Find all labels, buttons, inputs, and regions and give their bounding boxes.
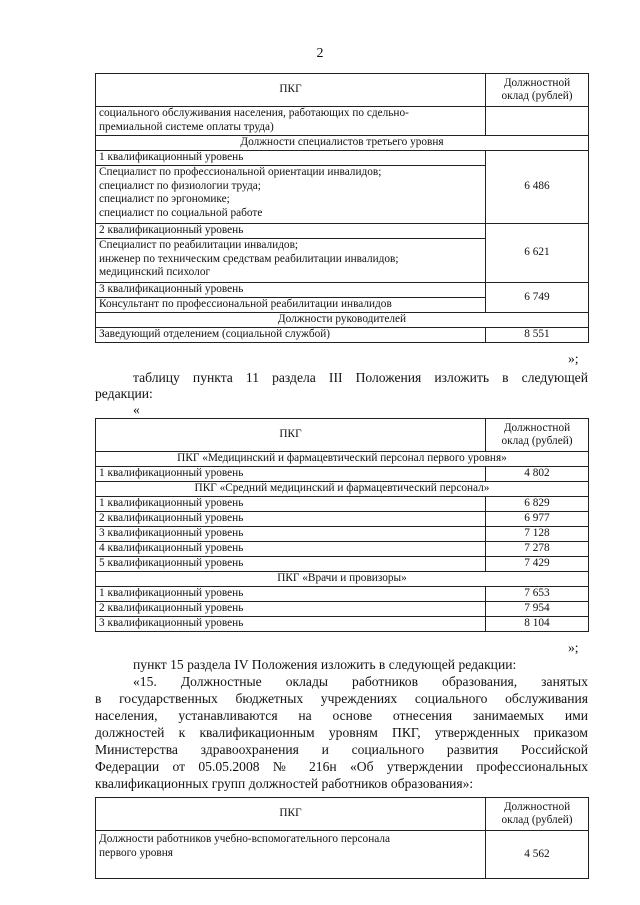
manager-label: Заведующий отделением (социальной службой) <box>96 328 486 343</box>
group1-title: ПКГ «Медицинский и фармацевтический персонал первого уровня» <box>96 452 589 467</box>
group3-row-salary: 7 653 <box>486 587 589 602</box>
level3-label: 3 квалификационный уровень <box>96 283 486 298</box>
header-pkg: ПКГ <box>96 74 486 107</box>
group3-row-salary: 8 104 <box>486 617 589 632</box>
group3-row-label: 1 квалификационный уровень <box>96 587 486 602</box>
group3-row-label: 2 квалификационный уровень <box>96 602 486 617</box>
level2-salary: 6 621 <box>486 224 589 283</box>
header-salary: Должностной оклад (рублей) <box>486 74 589 107</box>
page-number: 2 <box>316 46 324 61</box>
group2-row-salary: 7 429 <box>486 557 589 572</box>
group2-row-salary: 7 128 <box>486 527 589 542</box>
salary-table-social-service <box>95 73 589 343</box>
level1-label: 1 квалификационный уровень <box>96 151 486 166</box>
header-pkg: ПКГ <box>96 419 486 452</box>
header-salary: Должностной оклад (рублей) <box>486 419 589 452</box>
level3-salary: 6 749 <box>486 283 589 313</box>
para2-line1: пункт 15 раздела IV Положения изложить в следующей редакции: <box>133 657 517 672</box>
para1-line1: таблицу пункта 11 раздела III Положения изложить в следующей <box>133 370 588 385</box>
salary-table-medical <box>95 418 589 632</box>
group2-row-label: 5 квалификационный уровень <box>96 557 486 572</box>
open-quote: « <box>133 402 140 417</box>
group1-row-label: 1 квалификационный уровень <box>96 467 486 482</box>
table2-close-mark: »; <box>568 640 579 655</box>
continued-row-salary <box>486 107 589 136</box>
para2-line4: населения, устанавливаются на основе отнесения занимаемых ими <box>95 708 588 723</box>
section-specialists: Должности специалистов третьего уровня <box>96 136 589 151</box>
continued-row-text: социального обслуживания населения, работающих по сдельно- премиальной системе оплаты труда) <box>96 107 486 136</box>
group2-row-salary: 7 278 <box>486 542 589 557</box>
para2-line7: Федерации от 05.05.2008 № 216н «Об утверждении профессиональных <box>95 759 588 774</box>
level1-salary: 6 486 <box>486 151 589 224</box>
header-salary: Должностной оклад (рублей) <box>486 798 589 831</box>
header-pkg: ПКГ <box>96 798 486 831</box>
group2-row-label: 3 квалификационный уровень <box>96 527 486 542</box>
group2-row-salary: 6 977 <box>486 512 589 527</box>
group3-row-label: 3 квалификационный уровень <box>96 617 486 632</box>
group2-title: ПКГ «Средний медицинский и фармацевтический персонал» <box>96 482 589 497</box>
para2-line5: должностей к квалификационным уровням ПКГ, утвержденных приказом <box>95 725 588 740</box>
group2-row-label: 1 квалификационный уровень <box>96 497 486 512</box>
level1-positions: Специалист по профессиональной ориентации инвалидов; специалист по физиологии труда; специалист по эргономике; специалист по социальной работе <box>96 166 486 224</box>
para2-line3: в государственных бюджетных учреждениях социального обслуживания <box>95 691 588 706</box>
level3-positions: Консультант по профессиональной реабилитации инвалидов <box>96 298 486 313</box>
salary-table-education <box>95 797 589 879</box>
para1-line2: редакции: <box>95 386 153 401</box>
para2-line8: квалификационных групп должностей работников образования»: <box>95 776 474 791</box>
level2-label: 2 квалификационный уровень <box>96 224 486 239</box>
education-row-salary: 4 562 <box>486 831 589 879</box>
group2-row-salary: 6 829 <box>486 497 589 512</box>
level2-positions: Специалист по реабилитации инвалидов; инженер по техническим средствам реабилитации инвалидов; медицинский психолог <box>96 239 486 283</box>
group2-row-label: 4 квалификационный уровень <box>96 542 486 557</box>
education-row-label: Должности работников учебно-вспомогательного персонала первого уровня <box>96 831 486 879</box>
group3-row-salary: 7 954 <box>486 602 589 617</box>
table1-close-mark: »; <box>568 351 579 366</box>
para2-line2: «15. Должностные оклады работников образования, занятых <box>133 674 588 689</box>
para2-line6: Министерства здравоохранения и социального развития Российской <box>95 742 588 757</box>
manager-salary: 8 551 <box>486 328 589 343</box>
group1-row-salary: 4 802 <box>486 467 589 482</box>
group3-title: ПКГ «Врачи и провизоры» <box>96 572 589 587</box>
section-managers: Должности руководителей <box>96 313 589 328</box>
group2-row-label: 2 квалификационный уровень <box>96 512 486 527</box>
